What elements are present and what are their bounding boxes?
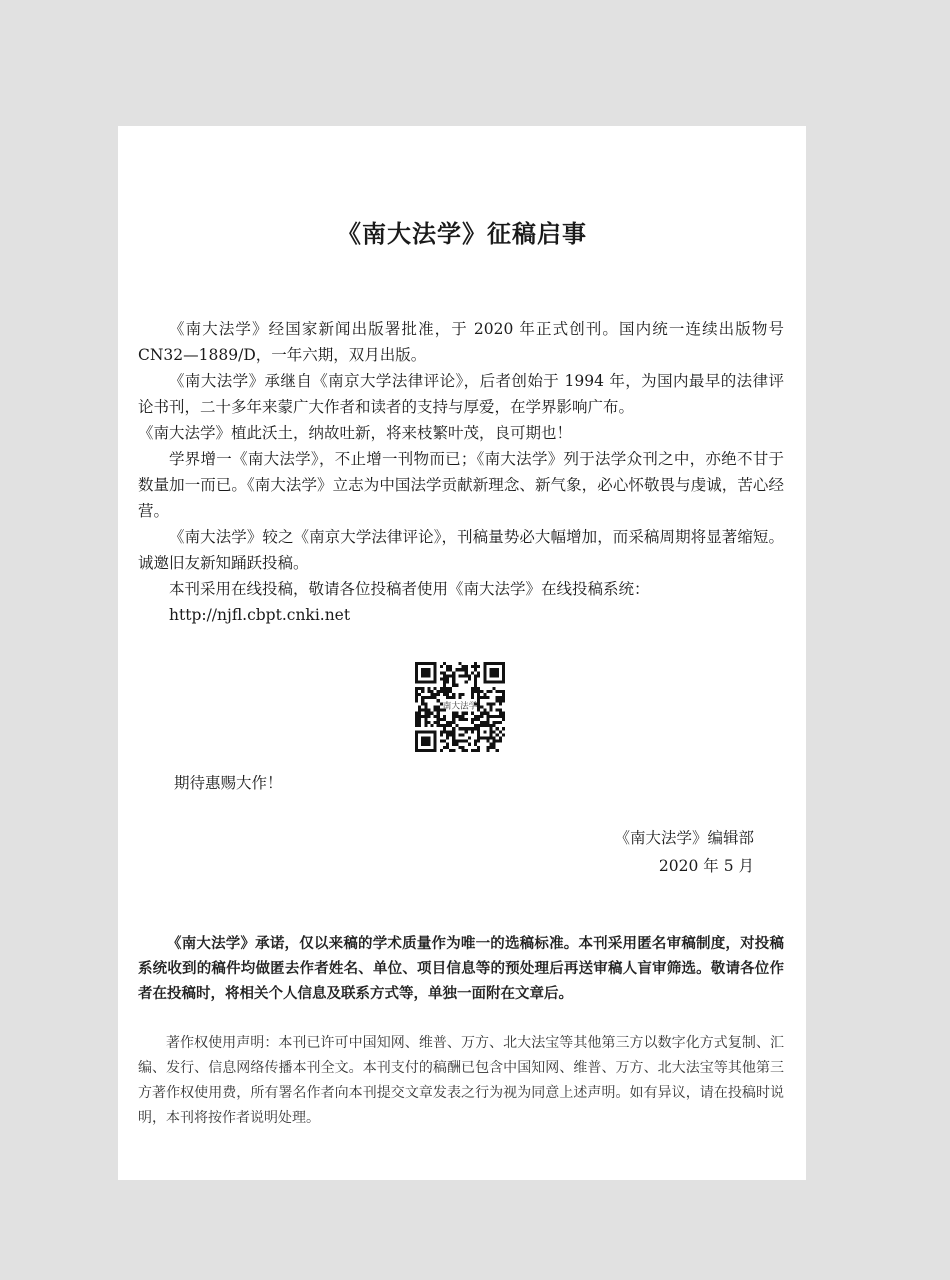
announcement-body (138, 316, 784, 628)
paragraph-founding: 《南大法学》经国家新闻出版署批准，于 2020 年正式创刊。国内统一连续出版物号 CN32—1889/D，一年六期，双月出版。 (138, 320, 784, 364)
paragraph-submission: 本刊采用在线投稿，敬请各位投稿者使用《南大法学》在线投稿系统： (169, 580, 650, 598)
qr-logo-label: 南大法学 (442, 701, 478, 712)
closing-line: 期待惠赐大作！ (174, 774, 283, 792)
qr-code-icon[interactable] (415, 662, 505, 752)
signature-org: 《南大法学》编辑部 (614, 829, 754, 847)
page-title: 《南大法学》征稿启事 (337, 220, 587, 248)
review-commitment: 《南大法学》承诺，仅以来稿的学术质量作为唯一的选稿标准。本刊采用匿名审稿制度，对投稿系统收到的稿件均做匿去作者姓名、单位、项目信息等的预处理后再送审稿人盲审筛选。敬请各位作者在投稿时，将相关个人信息及联系方式等，单独一面附在文章后。 (138, 936, 784, 1002)
signature-block (614, 824, 754, 880)
page (118, 126, 806, 1180)
submission-url-link[interactable]: http://njfl.cbpt.cnki.net (169, 606, 351, 624)
signature-date: 2020 年 5 月 (658, 857, 754, 875)
paragraph-outlook: 《南大法学》植此沃土，纳故吐新，将来枝繁叶茂，良可期也！ (138, 424, 573, 442)
paragraph-invitation: 《南大法学》较之《南京大学法律评论》，刊稿量势必大幅增加，而采稿周期将显著缩短。诚邀旧友新知踊跃投稿。 (138, 528, 784, 572)
paragraph-history: 《南大法学》承继自《南京大学法律评论》，后者创始于 1994 年，为国内最早的法律评论书刊，二十多年来蒙广大作者和读者的支持与厚爱，在学界影响广布。 (138, 372, 784, 416)
copyright-statement: 著作权使用声明：本刊已许可中国知网、维普、万方、北大法宝等其他第三方以数字化方式复制、汇编、发行、信息网络传播本刊全文。本刊支付的稿酬已包含中国知网、维普、万方、北大法宝等其他第三方著作权使用费，所有署名作者向本刊提交文章发表之行为视为同意上述声明。如有异议，请在投稿时说明，本刊将按作者说明处理。 (138, 1035, 784, 1126)
paragraph-mission: 学界增一《南大法学》，不止增一刊物而已；《南大法学》列于法学众刊之中，亦绝不甘于数量加一而已。《南大法学》立志为中国法学贡献新理念、新气象，必心怀敬畏与虔诚，苦心经营。 (138, 450, 784, 520)
